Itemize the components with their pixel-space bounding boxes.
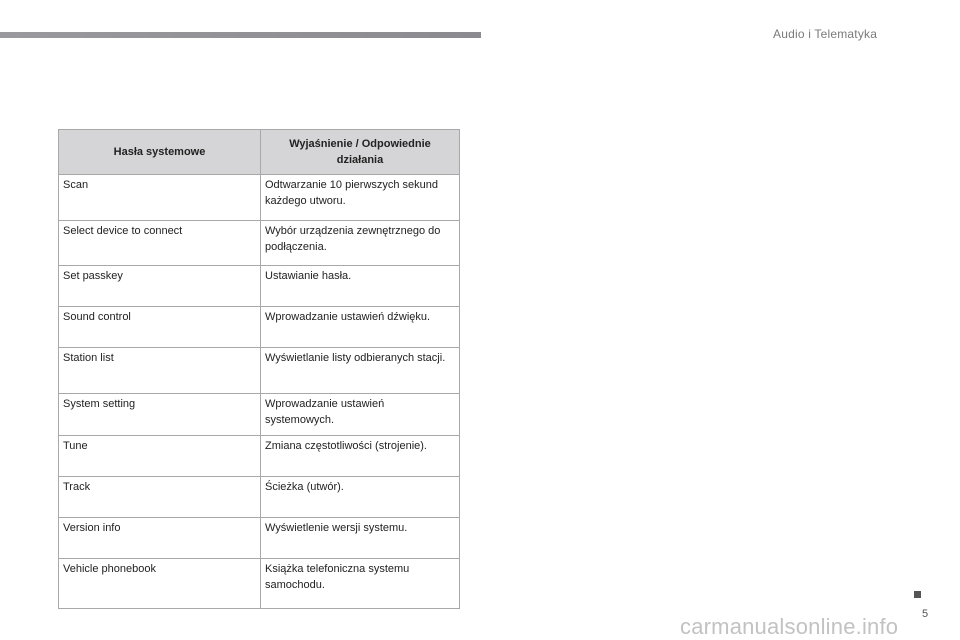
page-marker-square [914,591,921,598]
explanation-cell: Zmiana częstotliwości (strojenie). [261,436,460,477]
column-header-explanation: Wyjaśnienie / Odpowiednie działania [261,130,460,175]
term-cell: Scan [59,175,261,221]
table-row [59,266,460,307]
term-cell: Vehicle phonebook [59,559,261,609]
table-row [59,394,460,436]
table-header-row [59,130,460,175]
table-row [59,175,460,221]
term-cell: Version info [59,518,261,559]
explanation-cell: Książka telefoniczna systemu samochodu. [261,559,460,609]
term-cell: Track [59,477,261,518]
table-row [59,518,460,559]
table-row [59,477,460,518]
term-cell: System setting [59,394,261,436]
explanation-cell: Wyświetlanie listy odbieranych stacji. [261,348,460,394]
column-header-terms: Hasła systemowe [59,130,261,175]
table-row [59,307,460,348]
term-cell: Station list [59,348,261,394]
term-cell: Tune [59,436,261,477]
watermark: carmanualsonline.info [680,614,899,639]
explanation-cell: Ustawianie hasła. [261,266,460,307]
explanation-cell: Wprowadzanie ustawień systemowych. [261,394,460,436]
section-title: Audio i Telematyka [773,27,878,41]
explanation-cell: Wyświetlenie wersji systemu. [261,518,460,559]
explanation-cell: Wybór urządzenia zewnętrznego do podłączenia. [261,221,460,266]
table-row [59,559,460,609]
table-row [59,221,460,266]
term-cell: Select device to connect [59,221,261,266]
page-number: 5 [922,608,929,620]
terms-table [58,129,460,609]
table-row [59,348,460,394]
term-cell: Sound control [59,307,261,348]
explanation-cell: Odtwarzanie 10 pierwszych sekund każdego utworu. [261,175,460,221]
header-bar [0,32,481,38]
term-cell: Set passkey [59,266,261,307]
explanation-cell: Wprowadzanie ustawień dźwięku. [261,307,460,348]
explanation-cell: Ścieżka (utwór). [261,477,460,518]
table-row [59,436,460,477]
